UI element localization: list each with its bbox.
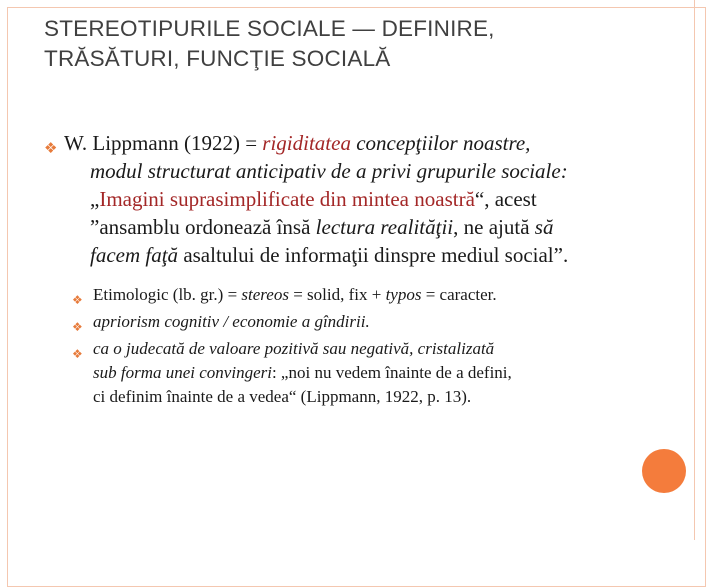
diamond-bullet-icon: ❖ <box>44 139 58 157</box>
sub-bullet-etymology: ❖ Etimologic (lb. gr.) = stereos = solid, fix + typos = caracter. <box>72 283 672 307</box>
sub-bullet-judgement: ❖ ca o judecată de valoare pozitivă sau negativă, cristalizată sub forma unei convingeri: „noi nu vedem înainte de a defini, ci definim înainte de a vedea“ (Lippmann, 1922, p. 13). <box>72 339 512 406</box>
main-bullet-text: W. Lippmann (1922) = rigiditatea concepţiilor noastre, modul structurat anticipativ de a privi grupurile sociale: „Imagini suprasimplificate din mintea noastră“, acest ”ansamblu ordonează însă lectura realităţii, ne ajută să facem faţă asaltului de informaţii dinspre mediul social”. <box>64 131 569 267</box>
diamond-bullet-icon: ❖ <box>72 347 83 361</box>
title-line-1: STEREOTIPURILE SOCIALE — DEFINIRE, <box>44 16 495 41</box>
highlight-imagini: Imagini suprasimplificate din mintea noastră <box>99 187 475 211</box>
title-line-2: TRĂSĂTURI, FUNCŢIE SOCIALĂ <box>44 46 391 71</box>
decorative-circle <box>642 449 686 493</box>
right-border-line <box>694 0 695 540</box>
sub-bullet-apriorism: ❖ apriorism cognitiv / economie a gîndirii. <box>72 310 672 334</box>
diamond-bullet-icon: ❖ <box>72 320 83 334</box>
diamond-bullet-icon: ❖ <box>72 293 83 307</box>
highlight-rigiditatea: rigiditatea <box>262 131 351 155</box>
slide-title <box>44 14 644 74</box>
